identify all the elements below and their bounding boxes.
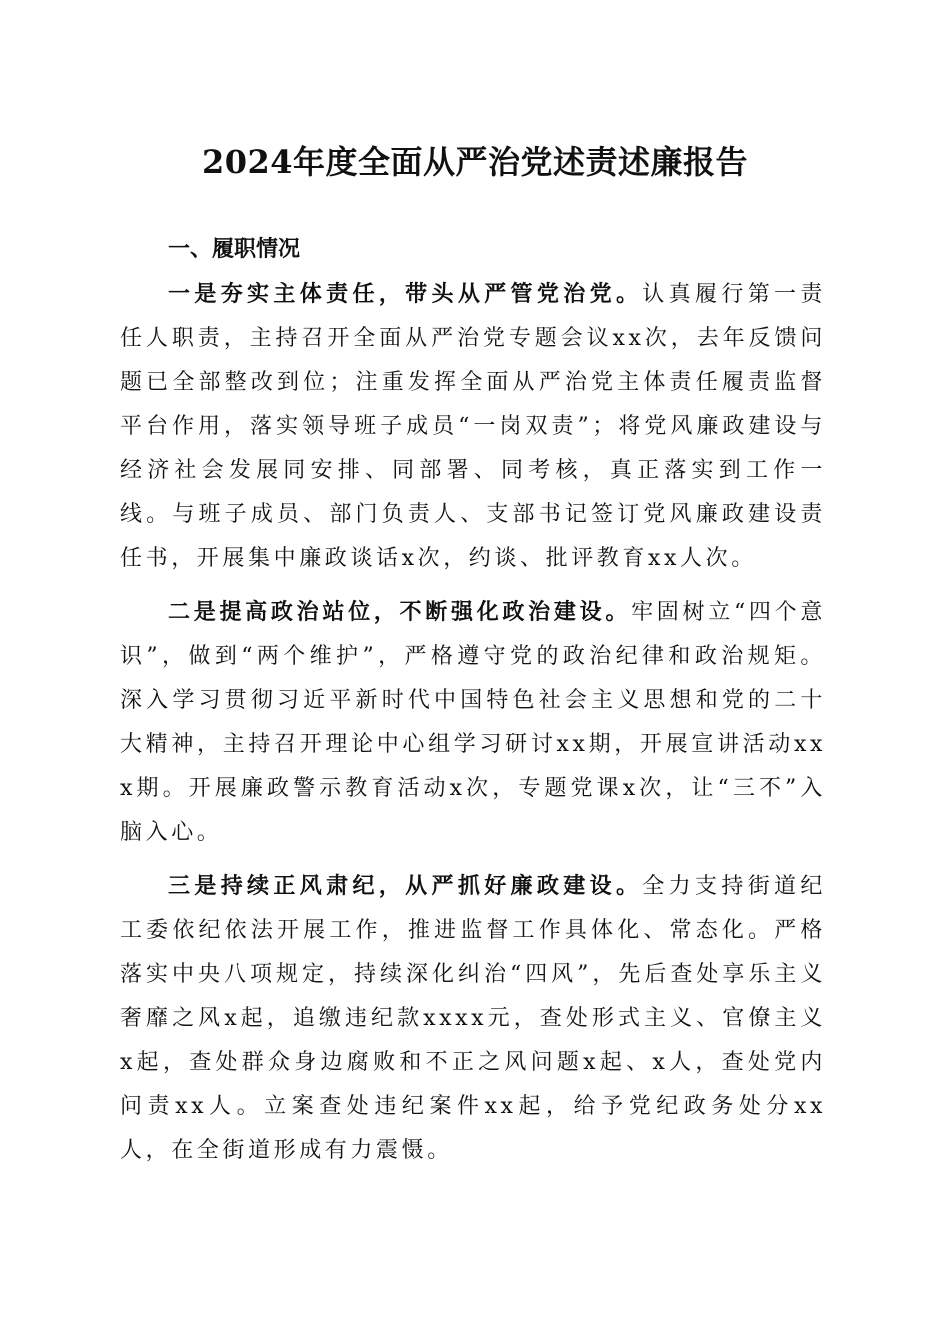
paragraph-3-lead: 三是持续正风肃纪，从严抓好廉政建设。 [168,873,643,899]
document-body [120,228,826,1182]
paragraph-1-text: 认真履行第一责任人职责，主持召开全面从严治党专题会议xx次，去年反馈问题已全部整改到位；注重发挥全面从严治党主体责任履责监督平台作用，落实领导班子成员“一岗双责”；将党风廉政建设与经济社会发展同安排、同部署、同考核，真正落实到工作一线。与班子成员、部门负责人、支部书记签订党风廉政建设责任书，开展集中廉政谈话x次，约谈、批评教育xx人次。 [120,282,826,571]
paragraph-1 [120,272,826,581]
paragraph-3 [120,864,826,1173]
section-heading: 一、履职情况 [168,237,301,262]
paragraph-2-lead: 二是提高政治站位，不断强化政治建设。 [168,599,632,625]
paragraph-1-lead: 一是夯实主体责任，带头从严管党治党。 [168,281,643,307]
paragraph-2 [120,590,826,855]
document-title: 2024年度全面从严治党述责述廉报告 [201,143,749,181]
paragraph-2-text: 牢固树立“四个意识”，做到“两个维护”，严格遵守党的政治纪律和政治规矩。深入学习贯彻习近平新时代中国特色社会主义思想和党的二十大精神，主持召开理论中心组学习研讨xx期，开展宣讲活动xxx期。开展廉政警示教育活动x次，专题党课x次，让“三不”入脑入心。 [120,600,826,845]
paragraph-3-text: 全力支持街道纪工委依纪依法开展工作，推进监督工作具体化、常态化。严格落实中央八项规定，持续深化纠治“四风”，先后查处享乐主义奢靡之风x起，追缴违纪款xxxx元，查处形式主义、官僚主义x起，查处群众身边腐败和不正之风问题x起、x人，查处党内问责xx人。立案查处违纪案件xx起，给予党纪政务处分xx人，在全街道形成有力震慑。 [120,874,826,1163]
